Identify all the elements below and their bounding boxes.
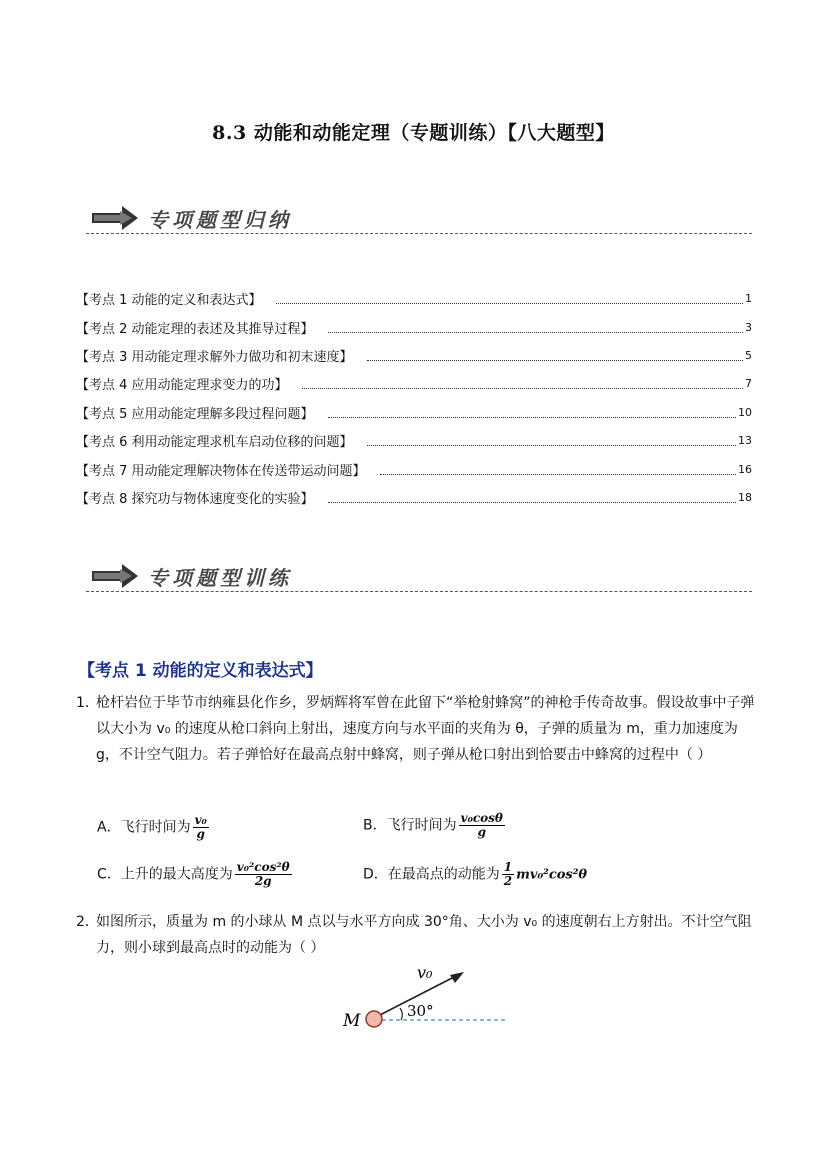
question-number: 1． <box>76 695 99 711</box>
question-number: 2． <box>76 914 99 930</box>
toc-item[interactable]: 【考点 2 动能定理的表述及其推导过程】 3 <box>76 320 752 337</box>
page-title: 8.3 动能和动能定理（专题训练）【八大题型】 <box>212 122 615 144</box>
figure-projectile <box>340 958 510 1033</box>
toc-item[interactable]: 【考点 5 应用动能定理解多段过程问题】 10 <box>76 405 752 422</box>
projectile-diagram <box>340 958 510 1033</box>
option-d[interactable]: D．在最高点的动能为 $\frac{1}{2}$ mv₀²cos²θ <box>363 860 588 888</box>
toc-item[interactable]: 【考点 8 探究功与物体速度变化的实验】 18 <box>76 490 752 507</box>
arrow-icon <box>92 564 140 588</box>
question-1 <box>76 690 756 768</box>
arrow-icon <box>92 206 140 230</box>
toc-item[interactable]: 【考点 4 应用动能定理求变力的功】 7 <box>76 376 752 393</box>
option-a[interactable]: A．飞行时间为 $\frac{\text{v₀}}{g}$ <box>97 813 207 841</box>
question-text: 枪杆岩位于毕节市纳雍县化作乡，罗炳辉将军曾在此留下“举枪射蜂窝”的神枪手传奇故事。假设故事中子弹以大小为 v₀ 的速度从枪口斜向上射出，速度方向与水平面的夹角为 θ，子弹的质量为 m，重力加速度为 g，不计空气阻力。若子弹恰好在最高点射中蜂窝，则子弹从枪口射出到恰要击中蜂窝的过程中（ ） <box>96 695 755 763</box>
point-label: M <box>343 1011 361 1031</box>
option-b[interactable]: B．飞行时间为 $\frac{\text{v₀cosθ}}{g}$ <box>363 811 503 839</box>
section-banner-summary <box>92 200 752 240</box>
divider <box>86 233 752 234</box>
divider <box>86 591 752 592</box>
angle-label: 30° <box>407 1002 434 1020</box>
banner-text: 专项题型归纳 <box>148 208 292 232</box>
velocity-label: v₀ <box>417 963 433 982</box>
toc-item[interactable]: 【考点 6 利用动能定理求机车启动位移的问题】 13 <box>76 433 752 450</box>
section-banner-training <box>92 558 752 598</box>
section-heading: 【考点 1 动能的定义和表达式】 <box>78 661 323 681</box>
banner-text: 专项题型训练 <box>148 566 292 590</box>
question-2 <box>76 909 756 961</box>
toc-item[interactable]: 【考点 3 用动能定理求解外力做功和初末速度】 5 <box>76 348 752 365</box>
option-c[interactable]: C．上升的最大高度为 $\frac{\text{v₀²cos²θ}}{2g}$ <box>97 860 290 888</box>
question-text: 如图所示，质量为 m 的小球从 M 点以与水平方向成 30°角、大小为 v₀ 的速度朝右上方射出。不计空气阻力，则小球到最高点时的动能为（ ） <box>96 914 752 956</box>
toc-item[interactable]: 【考点 1 动能的定义和表达式】 1 <box>76 291 752 308</box>
toc-item[interactable]: 【考点 7 用动能定理解决物体在传送带运动问题】 16 <box>76 462 752 479</box>
